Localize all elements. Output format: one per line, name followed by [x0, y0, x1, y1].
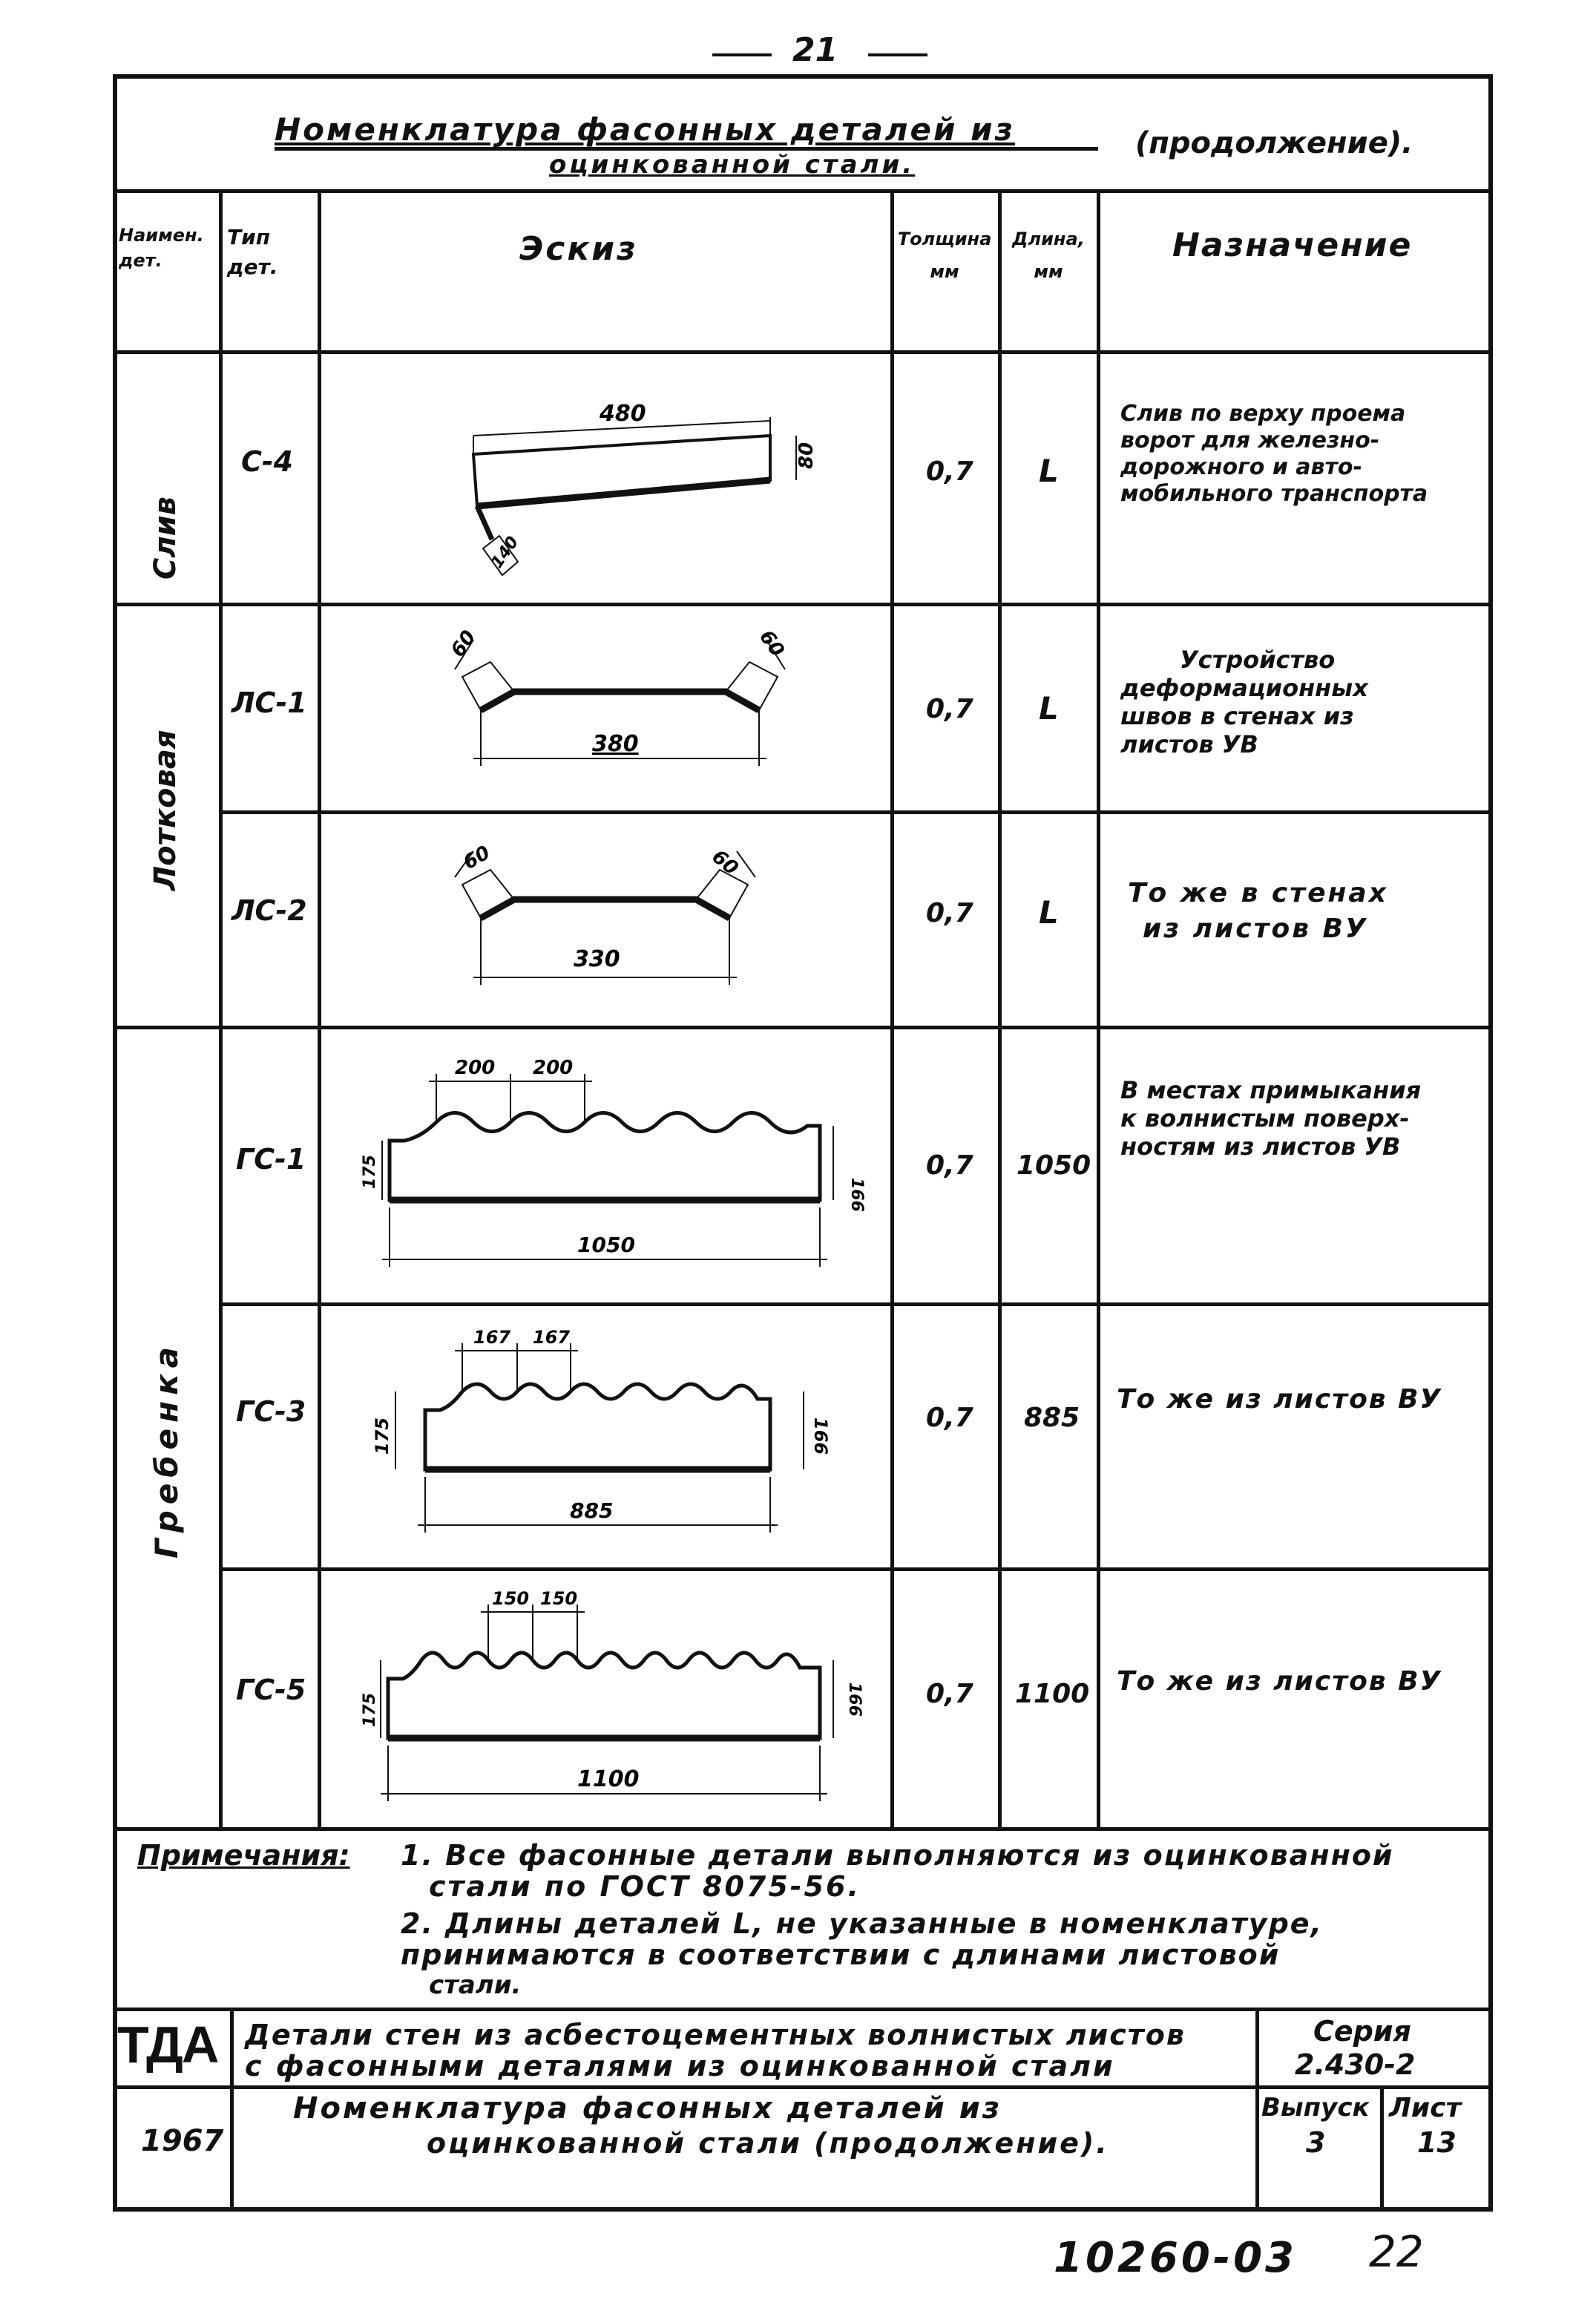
col-header-thickness: Толщина мм	[897, 229, 992, 282]
row-thickness: 0,7	[926, 456, 973, 487]
row-type: ГС-5	[236, 1674, 306, 1706]
group-name-grebenka: Гребенка	[148, 1341, 185, 1558]
dim-label: 175	[361, 1693, 379, 1727]
sheet-value: 13	[1417, 2126, 1457, 2159]
sketch-gs1	[321, 1029, 889, 1300]
row-thickness: 0,7	[926, 1403, 973, 1433]
row-length: 1050	[1017, 1150, 1091, 1181]
row-thickness: 0,7	[926, 898, 973, 928]
row-thickness: 0,7	[926, 1150, 973, 1181]
issue-value: 3	[1306, 2126, 1326, 2159]
row-type: ГС-1	[236, 1143, 306, 1176]
dim-label: 1050	[577, 1233, 635, 1257]
dim-label: 166	[847, 1178, 866, 1212]
row-purpose: То же из листов ВУ	[1117, 1384, 1442, 1415]
org-stamp: ТДА	[117, 2016, 218, 2074]
dim-label: 166	[810, 1417, 831, 1455]
dim-label: 167	[473, 1327, 511, 1348]
row-type: С-4	[241, 445, 294, 478]
row-type: ЛС-2	[231, 894, 307, 927]
dim-label: 60	[755, 626, 789, 661]
dim-label: 166	[845, 1682, 864, 1717]
drawing-description-line1: Детали стен из асбестоцементных волнистых листов	[245, 2019, 1186, 2051]
note-line: стали.	[429, 1970, 522, 2000]
dim-label: 1100	[577, 1766, 640, 1792]
table-title-line2: оцинкованной стали.	[549, 150, 916, 180]
footer-page-number: 22	[1369, 2226, 1424, 2277]
dim-label: 150	[540, 1588, 578, 1609]
dim-label: 175	[361, 1155, 379, 1189]
dim-label: 200	[455, 1057, 496, 1079]
sketch-c4	[321, 354, 889, 601]
col-header-name: Наимен. дет.	[119, 225, 204, 271]
archive-code: 10260-03	[1054, 2234, 1297, 2282]
table-title-line1: Номенклатура фасонных деталей из	[275, 111, 1015, 148]
dim-label: 140	[487, 533, 523, 572]
dim-label: 200	[533, 1057, 574, 1079]
row-thickness: 0,7	[926, 694, 973, 724]
drawing-description-line2: с фасонными деталями из оцинкованной стали	[245, 2050, 1115, 2082]
series-label: Серия	[1313, 2015, 1411, 2048]
sheet-title-line1: Номенклатура фасонных деталей из	[293, 2091, 1002, 2125]
row-length: L	[1039, 453, 1059, 489]
note-line: 1. Все фасонные детали выполняются из оцинкованной	[401, 1839, 1394, 1872]
page-number: 21	[792, 31, 838, 69]
dim-label: 480	[600, 401, 646, 427]
col-header-sketch: Эскиз	[519, 230, 638, 268]
note-line: принимаются в соответствии с длинами листовой	[401, 1938, 1281, 1971]
sketch-gs5	[321, 1571, 889, 1826]
row-purpose: Устройство деформационных швов в стенах из листов УВ	[1120, 646, 1368, 758]
row-length: L	[1039, 894, 1059, 931]
note-line: стали по ГОСТ 8075-56.	[429, 1870, 861, 1903]
series-value: 2.430-2	[1295, 2048, 1416, 2081]
sheet-label: Лист	[1389, 2093, 1462, 2123]
dim-label: 885	[570, 1498, 614, 1523]
page-number-block	[712, 30, 935, 74]
year: 1967	[141, 2124, 224, 2158]
dim-label: 60	[707, 845, 743, 880]
dim-label: 150	[492, 1588, 530, 1609]
row-thickness: 0,7	[926, 1679, 973, 1709]
row-type: ЛС-1	[231, 686, 307, 719]
dim-label: 80	[795, 442, 818, 469]
note-line: 2. Длины деталей L, не указанные в номенклатуре,	[401, 1907, 1323, 1940]
dim-label: 330	[574, 946, 620, 972]
row-length: L	[1039, 690, 1059, 727]
group-name-sliv: Слив	[148, 496, 183, 580]
col-header-type: Тип дет.	[227, 225, 278, 279]
dim-label: 380	[592, 731, 639, 757]
dim-label: 60	[459, 841, 494, 875]
col-header-length: Длина, мм	[1012, 229, 1085, 282]
row-type: ГС-3	[236, 1395, 306, 1428]
row-purpose: Слив по верху проема ворот для железно- дорожного и авто- мобильного транспорта	[1120, 401, 1428, 507]
issue-label: Выпуск	[1261, 2093, 1370, 2123]
row-purpose: То же в стенах из листов ВУ	[1128, 878, 1388, 944]
row-purpose: В местах примыкания к волнистым поверх- ностям из листов УВ	[1120, 1076, 1422, 1161]
row-purpose: То же из листов ВУ	[1117, 1666, 1442, 1697]
sketch-gs3	[321, 1306, 889, 1566]
dim-label: 175	[372, 1417, 393, 1455]
sheet-title-line2: оцинкованной стали (продолжение).	[427, 2127, 1109, 2160]
sketch-ls1	[321, 606, 889, 809]
dim-label: 60	[447, 626, 481, 662]
notes-label: Примечания:	[137, 1839, 350, 1872]
row-length: 885	[1024, 1403, 1080, 1433]
sketch-ls2	[321, 814, 889, 1024]
group-name-lotkovaya: Лотковая	[148, 730, 183, 891]
dim-label: 167	[533, 1327, 571, 1348]
col-header-purpose: Назначение	[1172, 226, 1413, 264]
table-title-suffix: (продолжение).	[1135, 126, 1413, 160]
row-length: 1100	[1015, 1679, 1090, 1709]
